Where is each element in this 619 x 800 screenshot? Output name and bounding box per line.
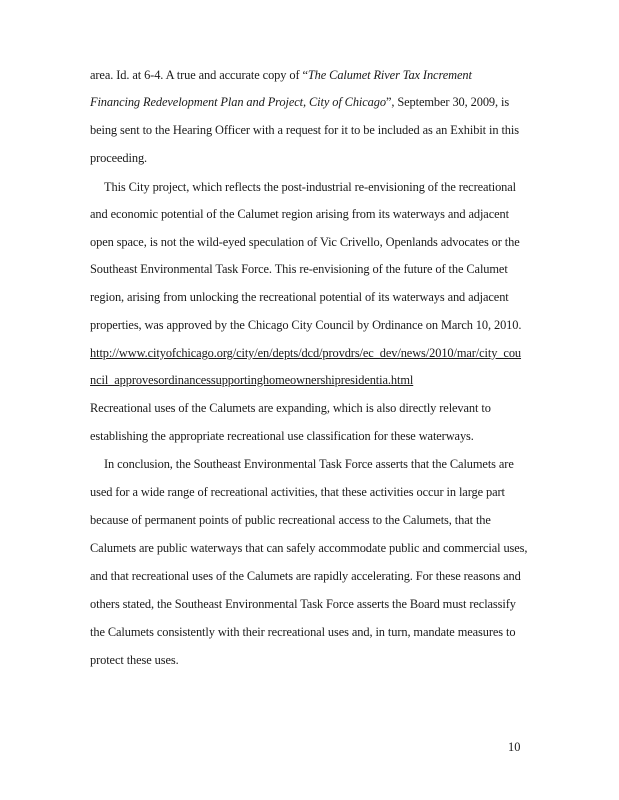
text-line: In conclusion, the Southeast Environmental Task Force asserts that the Calumets are bbox=[104, 457, 514, 471]
text-line: region, arising from unlocking the recreational potential of its waterways and adjacent bbox=[90, 290, 509, 304]
document-title-italic: The Calumet River Tax Increment bbox=[307, 68, 472, 82]
text-line: Southeast Environmental Task Force. This re-envisioning of the future of the Calumet bbox=[90, 262, 508, 276]
text-line: because of permanent points of public recreational access to the Calumets, that the bbox=[90, 513, 491, 527]
text-run: ”, September 30, 2009, is bbox=[385, 95, 510, 109]
text-line: and that recreational uses of the Calumets are rapidly accelerating. For these reasons and bbox=[90, 569, 521, 583]
text-line: Recreational uses of the Calumets are expanding, which is also directly relevant to bbox=[90, 401, 491, 415]
text-line: others stated, the Southeast Environmental Task Force asserts the Board must reclassify bbox=[90, 597, 516, 611]
text-line: being sent to the Hearing Officer with a request for it to be included as an Exhibit in this bbox=[90, 123, 519, 137]
page-number: 10 bbox=[508, 740, 521, 754]
text-line: and economic potential of the Calumet region arising from its waterways and adjacent bbox=[90, 207, 509, 221]
url-link[interactable]: ncil_approvesordinancessupportinghomeownershipresidentia.html bbox=[90, 373, 414, 387]
text-line bbox=[90, 68, 472, 82]
text-line: Calumets are public waterways that can safely accommodate public and commercial uses, bbox=[90, 541, 528, 555]
text-line: protect these uses. bbox=[90, 653, 179, 667]
text-line bbox=[90, 95, 509, 109]
text-line: This City project, which reflects the post-industrial re-envisioning of the recreational bbox=[104, 180, 517, 194]
text-line: used for a wide range of recreational activities, that these activities occur in large part bbox=[90, 485, 505, 499]
text-line: properties, was approved by the Chicago City Council by Ordinance on March 10, 2010. bbox=[90, 318, 522, 332]
text-run: area. Id. at 6-4. A true and accurate copy of “ bbox=[90, 68, 308, 82]
text-line: proceeding. bbox=[90, 151, 148, 165]
text-line: open space, is not the wild-eyed speculation of Vic Crivello, Openlands advocates or the bbox=[90, 235, 520, 249]
text-line: the Calumets consistently with their recreational uses and, in turn, mandate measures to bbox=[90, 625, 516, 639]
document-title-italic: Financing Redevelopment Plan and Project, City of Chicago bbox=[90, 95, 386, 109]
url-link[interactable]: http://www.cityofchicago.org/city/en/depts/dcd/provdrs/ec_dev/news/2010/mar/city_cou bbox=[90, 346, 522, 360]
text-line: establishing the appropriate recreational use classification for these waterways. bbox=[90, 429, 474, 443]
